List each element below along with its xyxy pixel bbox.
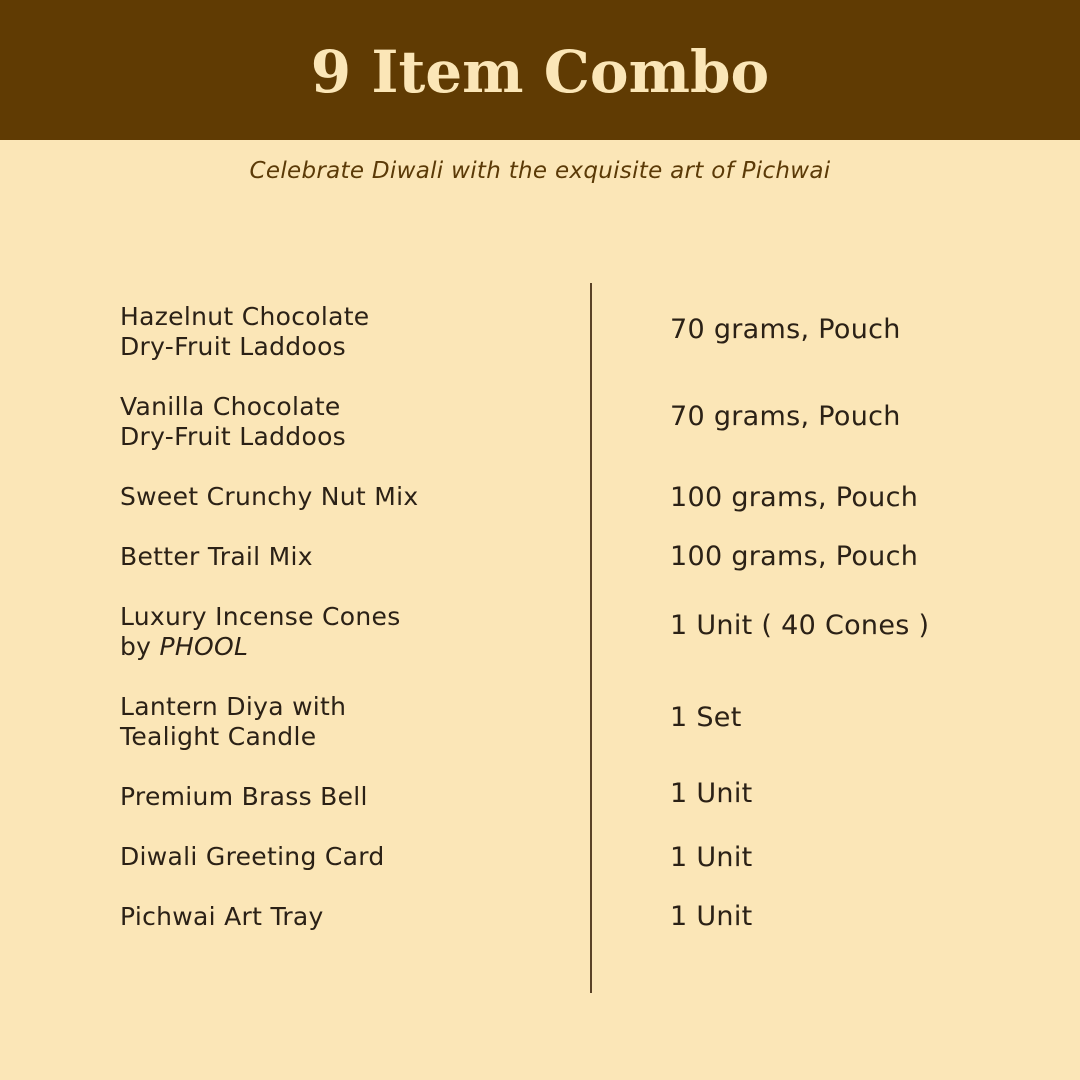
item-quantity: 1 Unit [670,901,753,932]
item-quantity: 70 grams, Pouch [670,401,901,432]
item-name: Hazelnut Chocolate Dry-Fruit Laddoos [120,302,370,361]
item-quantity: 100 grams, Pouch [670,541,919,572]
item-name: Vanilla Chocolate Dry-Fruit Laddoos [120,392,346,451]
header-banner [0,0,1080,140]
item-name: Sweet Crunchy Nut Mix [120,482,419,511]
item-quantity: 1 Unit [670,842,753,873]
column-divider [590,283,592,993]
item-quantity: 1 Unit [670,778,753,809]
item-name: Better Trail Mix [120,542,313,571]
item-name: Pichwai Art Tray [120,902,324,931]
brand-name: PHOOL [159,632,249,661]
item-name: Luxury Incense Cones by PHOOL [120,602,401,661]
item-name: Diwali Greeting Card [120,842,385,871]
item-quantity: 1 Set [670,702,742,733]
subtitle: Celebrate Diwali with the exquisite art of Pichwai [249,158,831,184]
item-name: Lantern Diya with Tealight Candle [120,692,347,751]
item-quantity: 1 Unit ( 40 Cones ) [670,610,930,641]
item-quantity: 70 grams, Pouch [670,314,901,345]
page-title: 9 Item Combo [310,38,770,106]
item-quantity: 100 grams, Pouch [670,482,919,513]
item-name: Premium Brass Bell [120,782,368,811]
